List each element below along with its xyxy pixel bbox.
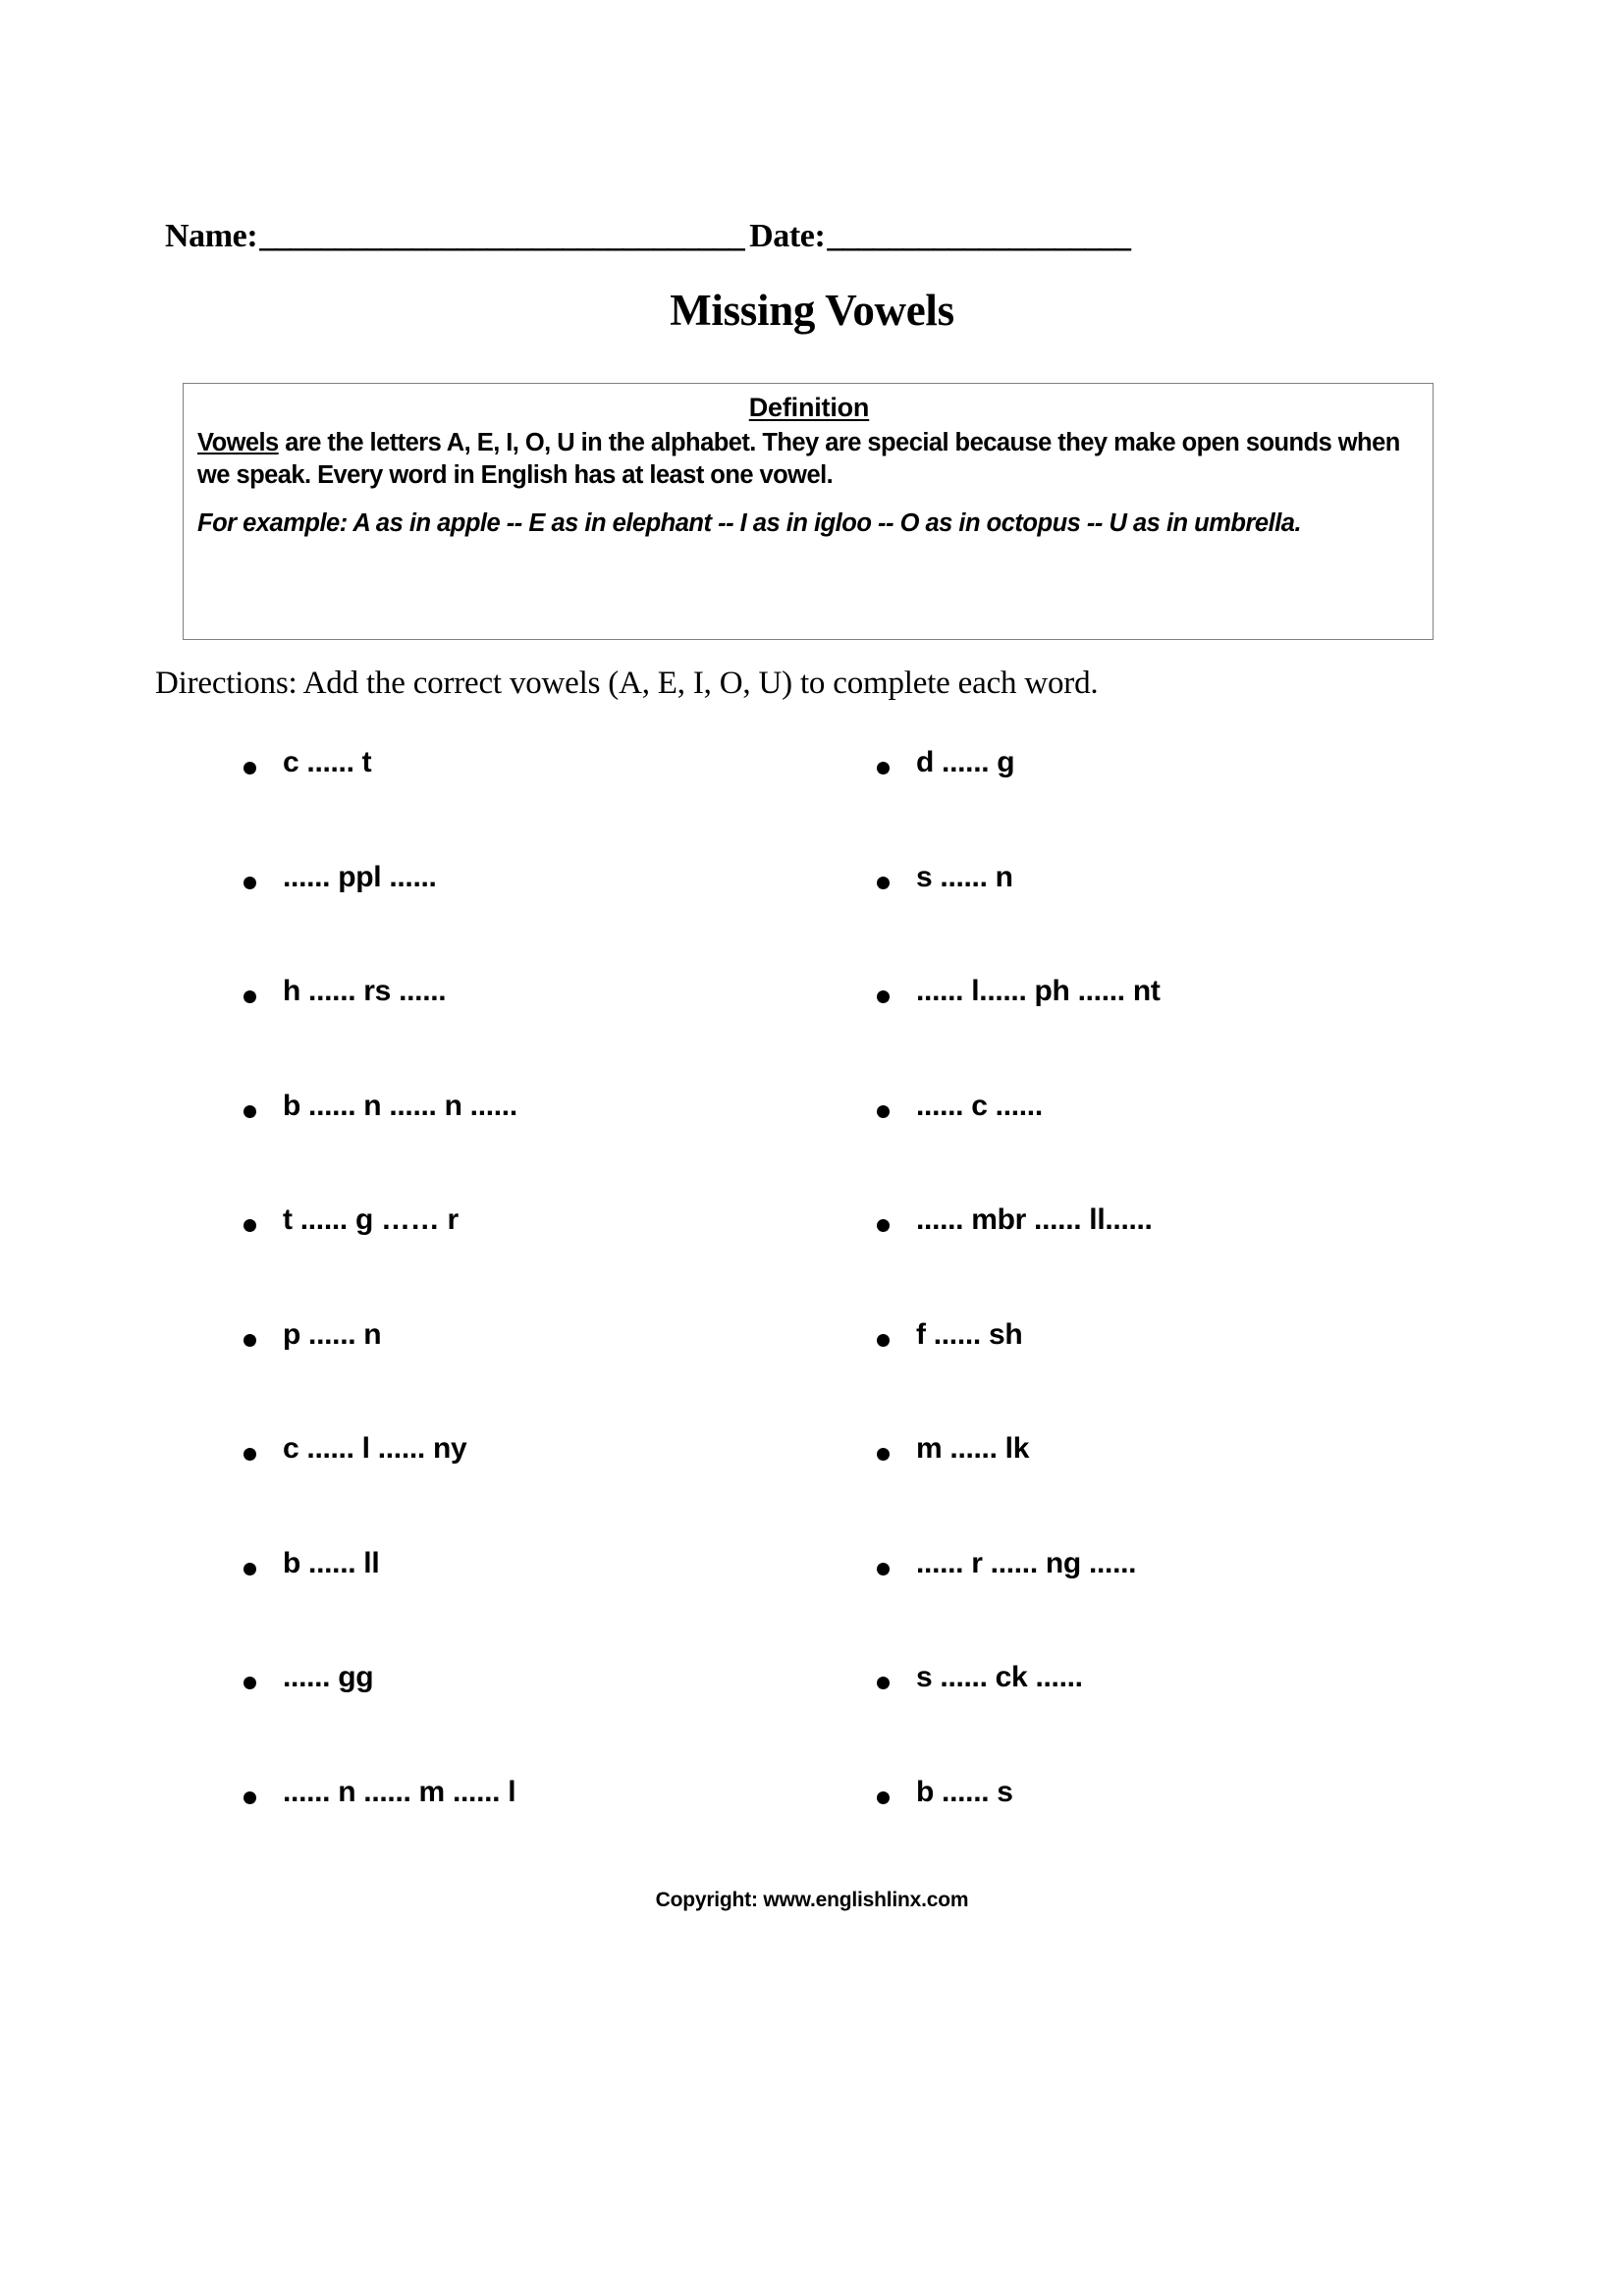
list-item[interactable] xyxy=(244,1317,852,1435)
list-item[interactable] xyxy=(877,1205,1486,1320)
problem-text: b ...... ll xyxy=(283,1546,380,1579)
bullet-icon xyxy=(244,1219,256,1232)
date-blank-line[interactable]: ____________________ xyxy=(827,218,1130,254)
bullet-icon xyxy=(877,1448,890,1461)
problem-text: c ...... t xyxy=(283,746,372,778)
problem-text: s ...... ck ...... xyxy=(916,1661,1083,1693)
bullet-icon xyxy=(244,1334,256,1347)
list-item[interactable] xyxy=(877,748,1486,863)
bullet-icon xyxy=(244,990,256,1003)
list-item[interactable] xyxy=(244,977,852,1092)
definition-body-rest: are the letters A, E, I, O, U in the alphabet. They are special because they make open sounds when we speak. Every word in English has at least one vowel. xyxy=(197,429,1400,490)
problem-text: m ...... lk xyxy=(916,1432,1030,1465)
date-label: Date: xyxy=(749,218,826,254)
problem-column-right xyxy=(877,748,1486,1892)
list-item[interactable] xyxy=(877,1317,1486,1435)
list-item[interactable] xyxy=(244,1663,852,1778)
problem-columns xyxy=(0,748,1624,1847)
list-item[interactable] xyxy=(244,1089,852,1206)
list-item[interactable] xyxy=(877,1546,1486,1664)
definition-box xyxy=(183,383,1434,640)
copyright-footer: Copyright: www.englishlinx.com xyxy=(655,1889,969,1911)
list-item[interactable] xyxy=(244,1546,852,1664)
page-title: Missing Vowels xyxy=(670,286,954,335)
name-label: Name: xyxy=(165,218,258,254)
definition-example: For example: A as in apple -- E as in elephant -- I as in igloo -- O as in octopus -- U as in umbrella. xyxy=(197,509,1302,538)
problem-text: h ...... rs ...... xyxy=(283,975,447,1007)
problem-text: ...... ppl ...... xyxy=(283,860,437,893)
bullet-icon xyxy=(877,762,890,774)
bullet-icon xyxy=(877,990,890,1003)
bullet-icon xyxy=(244,877,256,889)
name-date-header xyxy=(165,218,1461,263)
list-item[interactable] xyxy=(877,1663,1486,1778)
problem-text: b ...... s xyxy=(916,1775,1013,1808)
definition-heading: Definition xyxy=(748,393,870,422)
bullet-icon xyxy=(244,1677,256,1689)
name-blank-line[interactable]: ________________________________ xyxy=(259,218,744,254)
list-item[interactable] xyxy=(877,1089,1486,1206)
problem-text: c ...... l ...... ny xyxy=(283,1432,467,1465)
bullet-icon xyxy=(244,762,256,774)
bullet-icon xyxy=(877,1677,890,1689)
problem-text: ...... r ...... ng ...... xyxy=(916,1546,1137,1579)
problem-text: ...... l...... ph ...... nt xyxy=(916,975,1161,1007)
problem-text: ...... gg xyxy=(283,1661,374,1693)
bullet-icon xyxy=(244,1791,256,1804)
problem-text: b ...... n ...... n ...... xyxy=(283,1089,517,1122)
definition-body xyxy=(197,427,1421,492)
list-item[interactable] xyxy=(877,1434,1486,1549)
problem-text: s ...... n xyxy=(916,860,1013,893)
list-item[interactable] xyxy=(244,1205,852,1320)
definition-term: Vowels xyxy=(197,429,279,456)
problem-text: p ...... n xyxy=(283,1317,382,1351)
list-item[interactable] xyxy=(244,1434,852,1549)
list-item[interactable] xyxy=(244,748,852,863)
list-item[interactable] xyxy=(244,1775,852,1893)
bullet-icon xyxy=(877,1791,890,1804)
problem-text: ...... mbr ...... ll...... xyxy=(916,1203,1153,1236)
bullet-icon xyxy=(244,1563,256,1575)
bullet-icon xyxy=(877,1219,890,1232)
problem-column-left xyxy=(244,748,852,1892)
list-item[interactable] xyxy=(877,1775,1486,1893)
bullet-icon xyxy=(877,1563,890,1575)
bullet-icon xyxy=(244,1448,256,1461)
problem-text: t ...... g …… r xyxy=(283,1203,459,1236)
problem-text: d ...... g xyxy=(916,746,1015,778)
directions-text: Directions: Add the correct vowels (A, E, I, O, U) to complete each word. xyxy=(155,666,1099,701)
problem-text: f ...... sh xyxy=(916,1317,1023,1351)
bullet-icon xyxy=(877,1105,890,1118)
bullet-icon xyxy=(877,877,890,889)
bullet-icon xyxy=(877,1334,890,1347)
list-item[interactable] xyxy=(244,860,852,978)
list-item[interactable] xyxy=(877,977,1486,1092)
list-item[interactable] xyxy=(877,860,1486,978)
bullet-icon xyxy=(244,1105,256,1118)
problem-text: ...... c ...... xyxy=(916,1089,1043,1122)
problem-text: ...... n ...... m ...... l xyxy=(283,1775,516,1808)
